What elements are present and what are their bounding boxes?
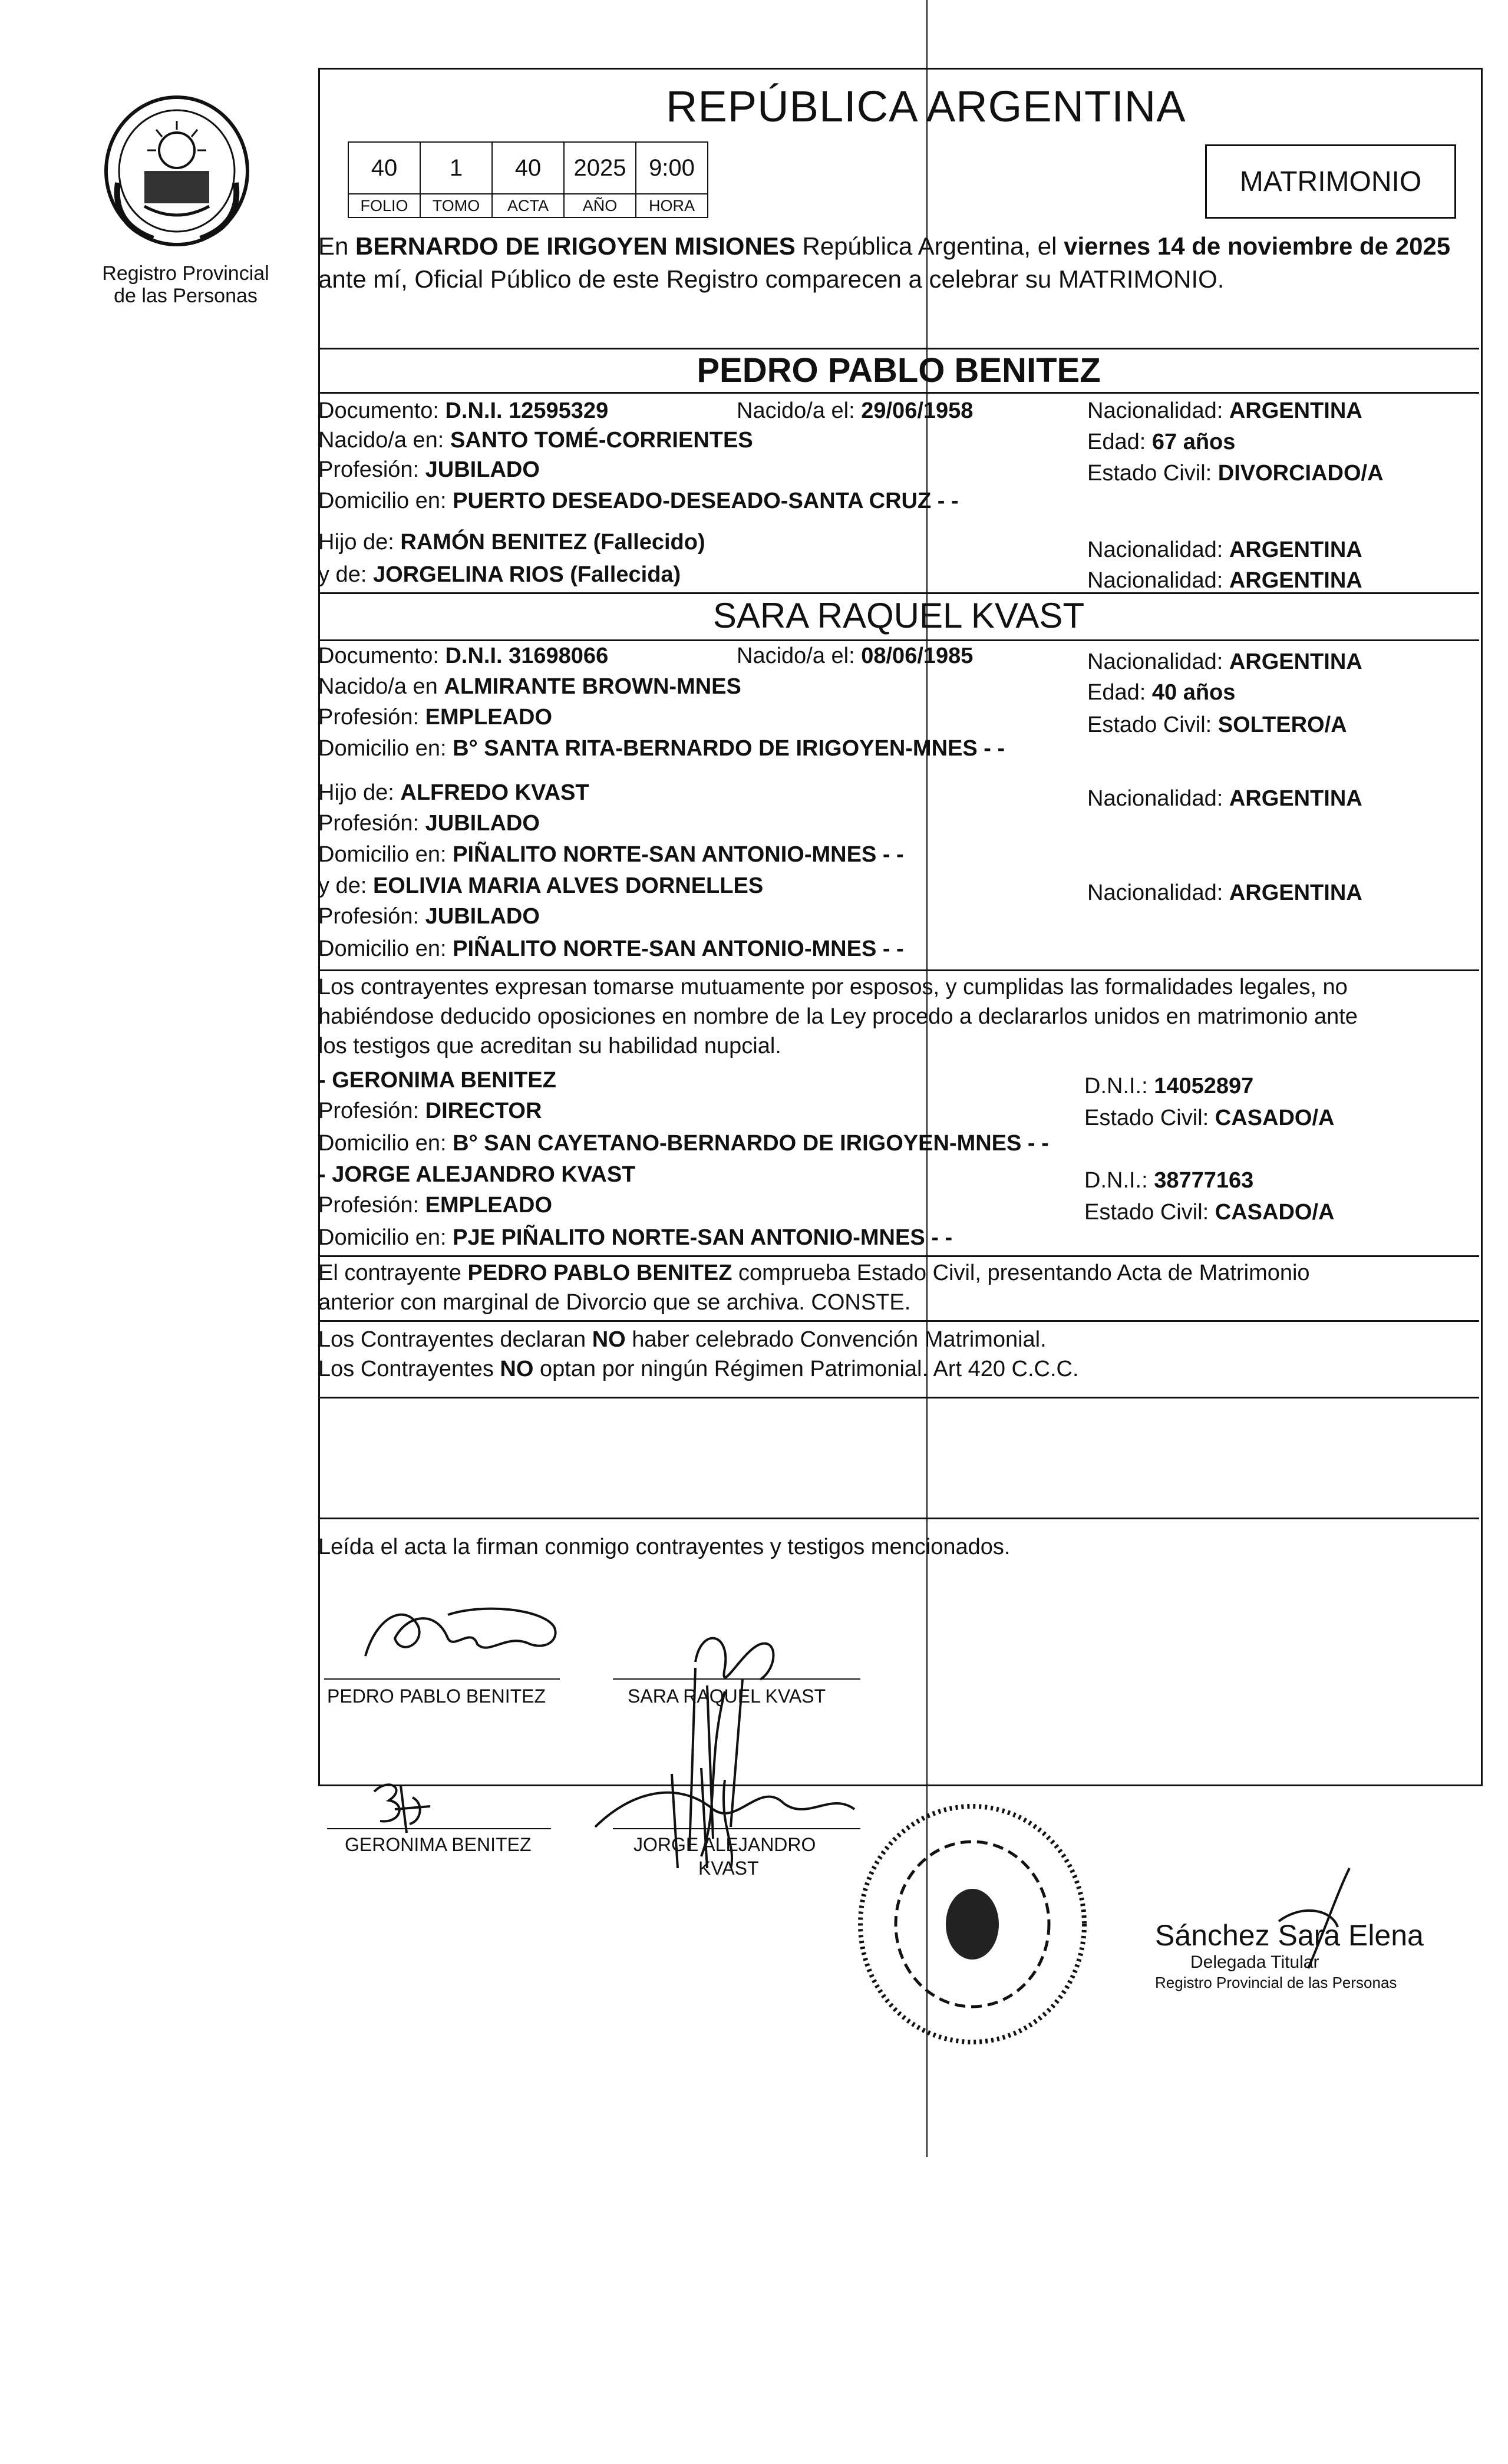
folio-value: 40	[348, 142, 420, 194]
intro-date-a: viernes 14 de noviembre	[1064, 232, 1353, 260]
witness-2-dni: D.N.I.: 38777163	[1084, 1168, 1254, 1193]
bride-civil: Estado Civil: SOLTERO/A	[1087, 713, 1347, 737]
groom-signature-icon	[354, 1591, 566, 1674]
official-stamp-icon	[852, 1797, 1093, 2051]
intro-text-2: República Argentina, el	[795, 232, 1064, 260]
divider	[318, 348, 1479, 349]
groom-mother: y de: JORGELINA RIOS (Fallecida)	[318, 562, 681, 587]
acta-label: ACTA	[492, 194, 564, 217]
groom-signature-line	[324, 1678, 560, 1680]
witness-2-prof: Profesión: EMPLEADO	[318, 1193, 553, 1218]
bride-nat: Nacionalidad: ARGENTINA	[1087, 649, 1362, 674]
witness-2-name: - JORGE ALEJANDRO KVAST	[318, 1162, 636, 1187]
note1-text-a: El contrayente	[318, 1261, 468, 1285]
divider	[318, 1518, 1479, 1519]
declaration-line-2: habiéndose deducido oposiciones en nombre de la Ley procedo a declararlos unidos en matrimonio ante	[318, 1004, 1358, 1029]
regime-note	[318, 1325, 1479, 1384]
logo-line-1: Registro Provincial	[102, 262, 269, 285]
bride-father: Hijo de: ALFREDO KVAST	[318, 780, 589, 805]
act-type-box: MATRIMONIO	[1205, 144, 1456, 219]
bride-birthplace: Nacido/a en ALMIRANTE BROWN-MNES	[318, 674, 741, 699]
bride-father-prof: Profesión: JUBILADO	[318, 811, 540, 836]
note2-text-b1: haber celebrado Convención Matrimonial.	[625, 1327, 1047, 1352]
note2-no-2: NO	[500, 1357, 534, 1381]
logo-line-2: de las Personas	[114, 285, 258, 307]
witness-2-signature-line	[613, 1828, 860, 1829]
intro-paragraph	[318, 230, 1476, 296]
groom-dom: Domicilio en: PUERTO DESEADO-DESEADO-SANTA CRUZ - -	[318, 489, 959, 513]
divider	[318, 1397, 1479, 1398]
folio-label: FOLIO	[348, 194, 420, 217]
groom-signature-label: PEDRO PABLO BENITEZ	[327, 1685, 546, 1707]
witness-1-dni: D.N.I.: 14052897	[1084, 1074, 1254, 1099]
official-block	[1155, 1918, 1424, 1993]
bride-father-dom: Domicilio en: PIÑALITO NORTE-SAN ANTONIO-MNES - -	[318, 842, 904, 867]
groom-name: PEDRO PABLO BENITEZ	[697, 351, 1101, 390]
anio-value: 2025	[564, 142, 636, 194]
note1-text-c: anterior con marginal de Divorcio que se archiva. CONSTE.	[318, 1290, 911, 1315]
divider	[318, 1255, 1479, 1257]
note2-text-b2: optan por ningún Régimen Patrimonial. Art 420 C.C.C.	[533, 1357, 1079, 1381]
anio-label: AÑO	[564, 194, 636, 217]
intro-text-3: ante mí, Oficial Público de este Registro comparecen a celebrar su MATRIMONIO.	[318, 265, 1225, 293]
bride-mother: y de: EOLIVIA MARIA ALVES DORNELLES	[318, 873, 764, 898]
witness-2-signature-label-b: KVAST	[698, 1858, 759, 1879]
official-name: Sánchez Sara Elena	[1155, 1919, 1424, 1952]
groom-birthplace: Nacido/a en: SANTO TOMÉ-CORRIENTES	[318, 428, 753, 453]
bride-dom: Domicilio en: B° SANTA RITA-BERNARDO DE IRIGOYEN-MNES - -	[318, 736, 1005, 761]
hora-label: HORA	[636, 194, 708, 217]
groom-mother-nat: Nacionalidad: ARGENTINA	[1087, 568, 1362, 593]
bride-age: Edad: 40 años	[1087, 680, 1236, 705]
divider	[318, 592, 1479, 594]
declaration-paragraph	[318, 972, 1479, 1061]
witness-1-name: - GERONIMA BENITEZ	[318, 1068, 556, 1093]
groom-prof: Profesión: JUBILADO	[318, 457, 540, 482]
registry-table	[348, 141, 708, 218]
groom-father: Hijo de: RAMÓN BENITEZ (Fallecido)	[318, 530, 705, 555]
divider	[318, 1320, 1479, 1322]
tomo-value: 1	[420, 142, 492, 194]
bride-mother-prof: Profesión: JUBILADO	[318, 904, 540, 929]
bride-prof: Profesión: EMPLEADO	[318, 705, 553, 730]
witness-1-prof: Profesión: DIRECTOR	[318, 1099, 542, 1123]
note2-text-a2: Los Contrayentes	[318, 1357, 500, 1381]
groom-nat: Nacionalidad: ARGENTINA	[1087, 398, 1362, 423]
note2-no-1: NO	[592, 1327, 626, 1352]
groom-born: Nacido/a el: 29/06/1958	[737, 398, 974, 423]
registry-logo	[88, 88, 283, 307]
witness-2-signature-icon	[583, 1756, 866, 1874]
witness-2-civil: Estado Civil: CASADO/A	[1084, 1200, 1335, 1225]
groom-civil: Estado Civil: DIVORCIADO/A	[1087, 461, 1384, 486]
official-office: Registro Provincial de las Personas	[1155, 1974, 1397, 1991]
declaration-line-1: Los contrayentes expresan tomarse mutuamente por esposos, y cumplidas las formalidades legales, no	[318, 975, 1348, 1000]
bride-mother-dom: Domicilio en: PIÑALITO NORTE-SAN ANTONIO-MNES - -	[318, 936, 904, 961]
closing-text: Leída el acta la firman conmigo contrayentes y testigos mencionados.	[318, 1535, 1011, 1559]
witness-1-civil: Estado Civil: CASADO/A	[1084, 1106, 1335, 1130]
witness-1-dom: Domicilio en: B° SAN CAYETANO-BERNARDO DE IRIGOYEN-MNES - -	[318, 1131, 1049, 1156]
bride-born: Nacido/a el: 08/06/1985	[737, 644, 974, 668]
intro-place: BERNARDO DE IRIGOYEN MISIONES	[355, 232, 796, 260]
bride-name: SARA RAQUEL KVAST	[712, 596, 1085, 635]
groom-age: Edad: 67 años	[1087, 430, 1236, 454]
note1-name: PEDRO PABLO BENITEZ	[467, 1261, 732, 1285]
witness-1-signature-line	[327, 1828, 551, 1829]
divider	[318, 969, 1479, 971]
intro-date-b: de 2025	[1359, 232, 1451, 260]
intro-text-1: En	[318, 232, 356, 260]
official-role: Delegada Titular	[1190, 1952, 1319, 1972]
witness-2-dom: Domicilio en: PJE PIÑALITO NORTE-SAN ANTONIO-MNES - -	[318, 1225, 953, 1250]
declaration-line-3: los testigos que acreditan su habilidad nupcial.	[318, 1034, 781, 1058]
bride-mother-nat: Nacionalidad: ARGENTINA	[1087, 880, 1362, 905]
bride-signature-label: SARA RAQUEL KVAST	[628, 1685, 826, 1707]
province-seal-icon	[88, 88, 265, 253]
bride-doc: Documento: D.N.I. 31698066	[318, 644, 609, 668]
groom-doc: Documento: D.N.I. 12595329	[318, 398, 609, 423]
civil-status-note	[318, 1258, 1479, 1317]
bride-signature-line	[613, 1678, 860, 1680]
acta-value: 40	[492, 142, 564, 194]
note2-text-a1: Los Contrayentes declaran	[318, 1327, 592, 1352]
divider	[318, 392, 1479, 394]
groom-father-nat: Nacionalidad: ARGENTINA	[1087, 537, 1362, 562]
page-title: REPÚBLICA ARGENTINA	[666, 82, 1186, 131]
witness-2-signature-label-a: JORGE ALEJANDRO	[633, 1834, 816, 1855]
tomo-label: TOMO	[420, 194, 492, 217]
bride-father-nat: Nacionalidad: ARGENTINA	[1087, 786, 1362, 811]
note1-text-b: comprueba Estado Civil, presentando Acta de Matrimonio	[732, 1261, 1310, 1285]
hora-value: 9:00	[636, 142, 708, 194]
witness-1-signature-label: GERONIMA BENITEZ	[345, 1834, 532, 1855]
